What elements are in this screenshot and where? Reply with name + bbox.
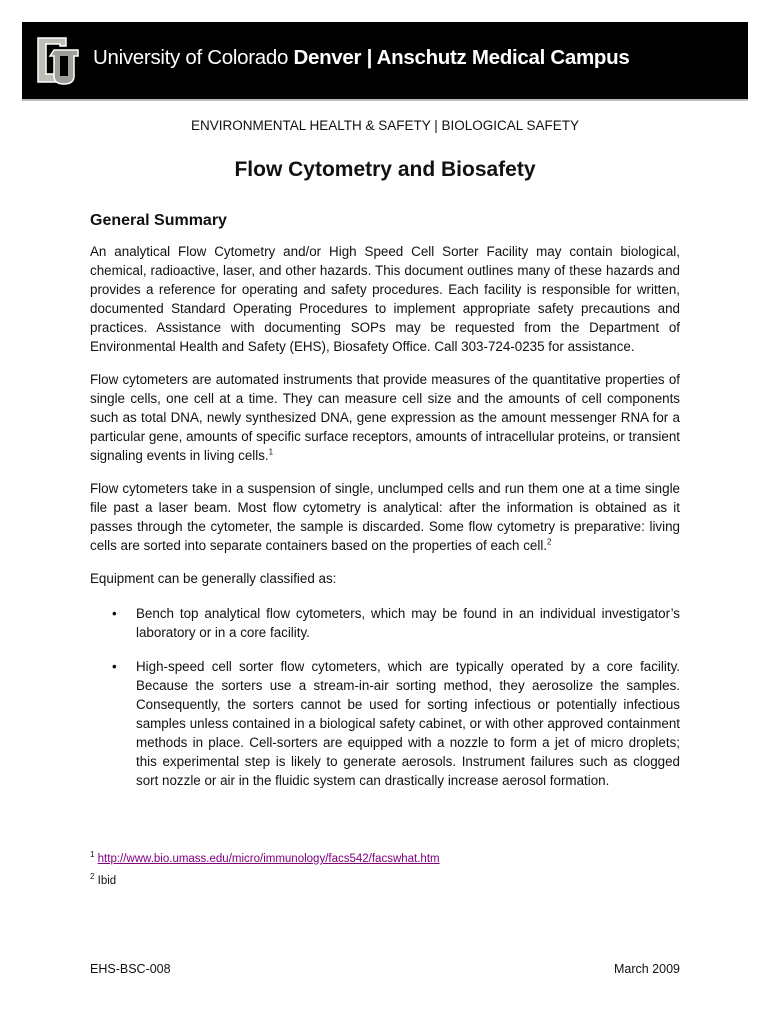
paragraph: An analytical Flow Cytometry and/or High Speed Cell Sorter Facility may contain biological, chemical, radioactive, laser, and other hazards. This document outlines many of these hazards and provides a reference for operating and safety procedures. Each facility is responsible for written, documented Standard Operating Procedures to implement appropriate safety precautions and practices. Assistance with documenting SOPs may be requested from the Department of Environmental Health and Safety (EHS), Biosafety Office. Call 303-724-0235 for assistance. bbox=[90, 244, 680, 354]
cu-logo-icon bbox=[34, 34, 82, 86]
section-heading: General Summary bbox=[90, 212, 227, 229]
list-item: • Bench top analytical flow cytometers, which may be found in an individual investigator’s laboratory or in a core facility. bbox=[112, 606, 680, 640]
paragraph: Flow cytometers are automated instruments that provide measures of the quantitative properties of single cells, one cell at a time. They can measure cell size and the amounts of cell components such as total DNA, newly synthesized DNA, gene expression as the amount messenger RNA for a particular gene, amounts of specific surface receptors, amounts of intracellular proteins, or transient signaling events in living cells.$^1$ bbox=[90, 372, 680, 463]
department-line: ENVIRONMENTAL HEALTH & SAFETY | BIOLOGICAL SAFETY bbox=[190, 118, 580, 133]
footer-doc-id: EHS-BSC-008 bbox=[90, 962, 171, 976]
bullet-icon: • bbox=[112, 606, 117, 621]
footnote-ref: 1 bbox=[268, 447, 274, 457]
footnote-ref: 2 bbox=[547, 537, 552, 547]
equipment-list bbox=[90, 604, 680, 790]
footnote-link[interactable]: http://www.bio.umass.edu/micro/immunology/facs542/facswhat.htm bbox=[97, 852, 440, 865]
banner-title: University of Colorado Denver | Anschutz Medical Campus bbox=[93, 46, 630, 69]
header-banner bbox=[22, 22, 748, 101]
document-title: Flow Cytometry and Biosafety bbox=[234, 158, 536, 181]
list-item: • High-speed cell sorter flow cytometers, which are typically operated by a core facility. Because the sorters use a stream-in-air sorting method, they aerosolize the samples. Consequently, the sorters cannot be used for sorting infectious or potentially infectious samples unless contained in a biological safety cabinet, or with other approved containment methods in place. Cell-sorters are equipped with a nozzle to form a jet of micro droplets; this experimental step is likely to generate aerosols. Instrument failures such as clogged sort nozzle or air in the fluidic system can drastically increase aerosol formation. bbox=[112, 659, 680, 788]
paragraph: Flow cytometers take in a suspension of single, unclumped cells and run them one at a time single file past a laser beam. Most flow cytometry is analytical: after the information is obtained as it passes through the cytometer, the sample is discarded. Some flow cytometry is preparative: living cells are sorted into separate containers based on the properties of each cell.$^2$ bbox=[90, 481, 680, 553]
footnote-2: $^2$ Ibid bbox=[90, 872, 117, 887]
paragraph: Equipment can be generally classified as: bbox=[90, 571, 337, 586]
bullet-icon: • bbox=[112, 659, 117, 674]
footnote-1: $^1$ http://www.bio.umass.edu/micro/immunology/facs542/facswhat.htm bbox=[90, 850, 440, 865]
document-body bbox=[90, 242, 680, 805]
footer-date: March 2009 bbox=[613, 962, 680, 976]
